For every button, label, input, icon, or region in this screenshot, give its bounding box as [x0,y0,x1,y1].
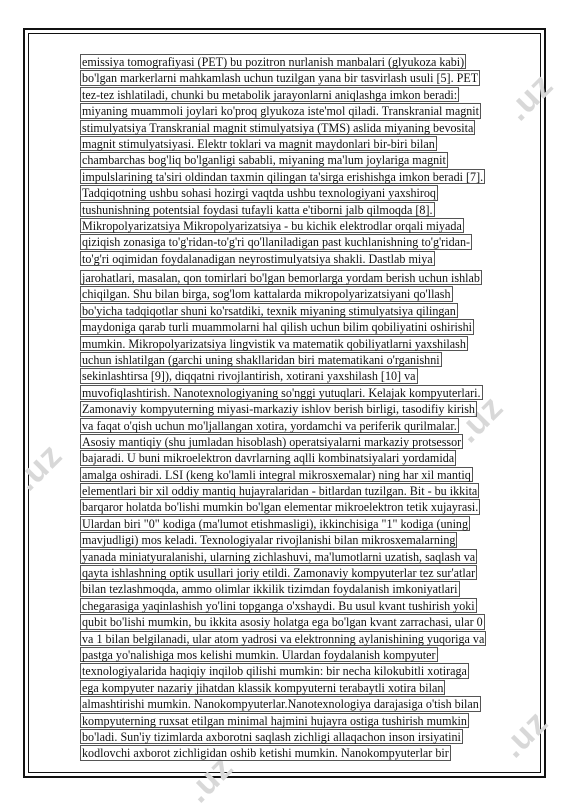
text-line-content: Zamonaviy kompyuterning miyasi-markaziy ishlov berish birligi, tasodifiy kirish [82,402,475,417]
text-line [80,729,528,745]
text-line [80,614,528,630]
text-line-content: va 1 bilan belgilanadi, ular atom yadrosi va elektronning aylanishining yuqoriga va [82,631,485,646]
text-line [80,251,528,267]
text-line-content: bo'yicha tadqiqotlar shuni ko'rsatdiki, texnik miyaning stimulyatsiya qilingan [82,303,456,318]
text-line [80,467,528,483]
watermark: .uz [493,702,556,766]
text-line-content: muvofiqlashtirish. Nanotexnologiyaning so'nggi yutuqlari. Kelajak kompyuterlari. [82,385,481,400]
text-line-content: bajaradi. U buni mikroelektron davrlarning aqlli kombinatsiyalari yordamida [82,451,455,466]
text-line-content: uchun ishlatilgan (garchi uning shakllaridan biri matematikani o'rganishni [82,352,440,367]
text-line-content: qayta ishlashning optik usullari joriy etildi. Zamonaviy kompyuterlar tez sur'atlar [82,566,476,581]
text-line [80,450,528,466]
text-line [80,499,528,515]
text-line-content: kompyuterning ruxsat etilgan minimal hajmini hujayra ostiga tushirish mumkin [82,713,467,728]
text-line-content: chambarchas bog'liq bo'lganligi sababli, miyaning ma'lum joylariga magnit [82,153,446,168]
text-line [80,663,528,679]
text-line-content: bilan tezlashmoqda, ammo olimlar ikkilik tizimdan foydalanish imkoniyatlari [82,582,458,597]
text-line-content: elementlari bir xil oddiy mantiq hujayralaridan - bitlardan tuzilgan. Bit - bu ikkita [82,484,478,499]
text-line-content: Asosiy mantiqiy (shu jumladan hisoblash) operatsiyalarni markaziy protsessor [82,434,462,449]
text-line [80,152,528,168]
text-line-content: miyaning muammoli joylari ko'proq glyukoza iste'mol qiladi. Transkranial magnit [82,104,480,119]
text-line [80,303,528,319]
text-line [80,598,528,614]
text-line [80,696,528,712]
text-line-content: Tadqiqotning ushbu sohasi hozirgi vaqtda ushbu texnologiyani yaxshiroq [82,186,436,201]
text-line [80,218,528,234]
text-line [80,352,528,368]
text-line-content: bo'lgan markerlarni mahkamlash uchun tuzilgan yana bir tasvirlash usuli [5]. PET [82,71,479,86]
text-line [80,286,528,302]
text-line [80,70,528,86]
text-line-content: magnit stimulyatsiyasi. Elektr toklari va magnit maydonlari bir-biri bilan [82,136,435,151]
text-line-content: almashtirishi mumkin. Nanokompyuterlar.Nanotexnologiya darajasiga o'tish bilan [82,697,479,712]
text-line [80,385,528,401]
text-line [80,120,528,136]
text-line [80,483,528,499]
text-line [80,368,528,384]
text-line [80,434,528,450]
text-line-content: to'g'ri oqimidan foydalanadigan neyrostimulyatsiya shakli. Dastlab miya [82,251,433,266]
text-line [80,185,528,201]
text-line-content: tez-tez ishlatiladi, chunki bu metabolik jarayonlarni aniqlashga imkon beradi: [82,87,458,102]
text-line [80,136,528,152]
text-line-content: sekinlashtirsa [9]), diqqatni rivojlantirish, xotirani yaxshilash [10] va [82,369,416,384]
text-line [80,336,528,352]
text-line-content: mavjudligi) mos keladi. Texnologiyalar rivojlanishi bilan mikrosxemalarning [82,533,456,548]
text-line-content: impulslarining ta'siri oldindan taxmin qilingan ta'sirga erishishga imkon beradi [7]. [82,169,484,184]
text-line [80,202,528,218]
text-line [80,516,528,532]
text-line-content: pastga yo'nalishiga mos kelishi mumkin. Ulardan foydalanish kompyuter [82,647,436,662]
text-line [80,401,528,417]
text-line-content: chiqilgan. Shu bilan birga, sog'lom kattalarda mikropolyarizatsiyani qo'llash [82,287,451,302]
text-line-content: va faqat o'qish uchun mo'ljallangan xotira, yordamchi va periferik qurilmalar. [82,418,457,433]
text-line-content: jarohatlari, masalan, qon tomirlari bo'lgan bemorlarga yordam berish uchun ishlab [82,271,480,285]
text-line-content: Mikropolyarizatsiya Mikropolyarizatsiya - bu kichik elektrodlar orqali miyada [82,218,462,233]
text-line-content: qubit bo'lishi mumkin, bu ikkita asosiy holatga ega bo'lgan kvant zarrachasi, ular 0 [82,615,483,630]
text-line [80,54,528,70]
text-line [80,631,528,647]
text-line-content: Ulardan biri "0" kodiga (ma'lumot etishmasligi), ikkinchisiga "1" kodiga (uning [82,516,469,531]
text-line [80,234,528,250]
text-line-content: ega kompyuter nazariy jihatdan klassik kompyuterni terabaytli xotira bilan [82,680,444,695]
text-line [80,745,528,761]
watermark: .uz [498,65,561,129]
text-line [80,680,528,696]
text-line [80,418,528,434]
paragraph-1 [80,54,528,267]
text-line-content: chegarasiga yaqinlashish yo'lini topganga o'xshaydi. Bu usul kvant tushirish yoki [82,598,475,613]
text-line-content: maydoniga qarab turli muammolarni hal qilish uchun bilim qobiliyatini oshirishi [82,320,472,335]
text-line [80,169,528,185]
watermark: .uz [178,747,241,811]
watermark: .uz [448,387,511,451]
text-line [80,270,528,286]
text-line [80,87,528,103]
text-line-content: emissiya tomografiyasi (PET) bu pozitron nurlanish manbalari (glyukoza kabi) [82,55,465,69]
text-line-content: yanada miniatyuralanishi, ularning zichlashuvi, ma'lumotlarni uzatish, saqlash va [82,549,476,564]
text-line-content: amalga oshiradi. LSI (keng ko'lamli integral mikrosxemalar) ning har xil mantiq [82,467,471,482]
text-line [80,713,528,729]
text-line-content: tushunishning potentsial foydasi tufayli katta e'tiborni jalb qilmoqda [8]. [82,202,433,217]
text-line [80,319,528,335]
text-line-content: stimulyatsiya Transkranial magnit stimulyatsiya (TMS) aslida miyaning bevosita [82,120,474,135]
text-line [80,647,528,663]
watermark: .uz [7,435,70,499]
text-line-content: texnologiyalarida haqiqiy inqilob qilishi mumkin: bir necha kilokubitli xotiraga [82,664,467,679]
text-line-content: bo'ladi. Sun'iy tizimlarda axborotni saqlash zichligi allaqachon inson irsiyatini [82,729,461,744]
text-line [80,532,528,548]
text-line [80,581,528,597]
text-line [80,549,528,565]
text-line-content: mumkin. Mikropolyarizatsiya lingvistik va matematik qobiliyatlarni yaxshilash [82,336,466,351]
text-line-content: barqaror holatda bo'lishi mumkin bo'lgan elementar mikroelektron tetik xujayrasi. [82,500,479,515]
text-line-content: kodlovchi axborot zichligidan oshib ketishi mumkin. Nanokompyuterlar bir [82,746,449,761]
text-line [80,103,528,119]
text-line [80,565,528,581]
text-line-content: qiziqish zonasiga to'g'ridan-to'g'ri qo'llaniladigan past kuchlanishning to'g'ridan- [82,235,471,250]
paragraph-2 [80,270,528,762]
